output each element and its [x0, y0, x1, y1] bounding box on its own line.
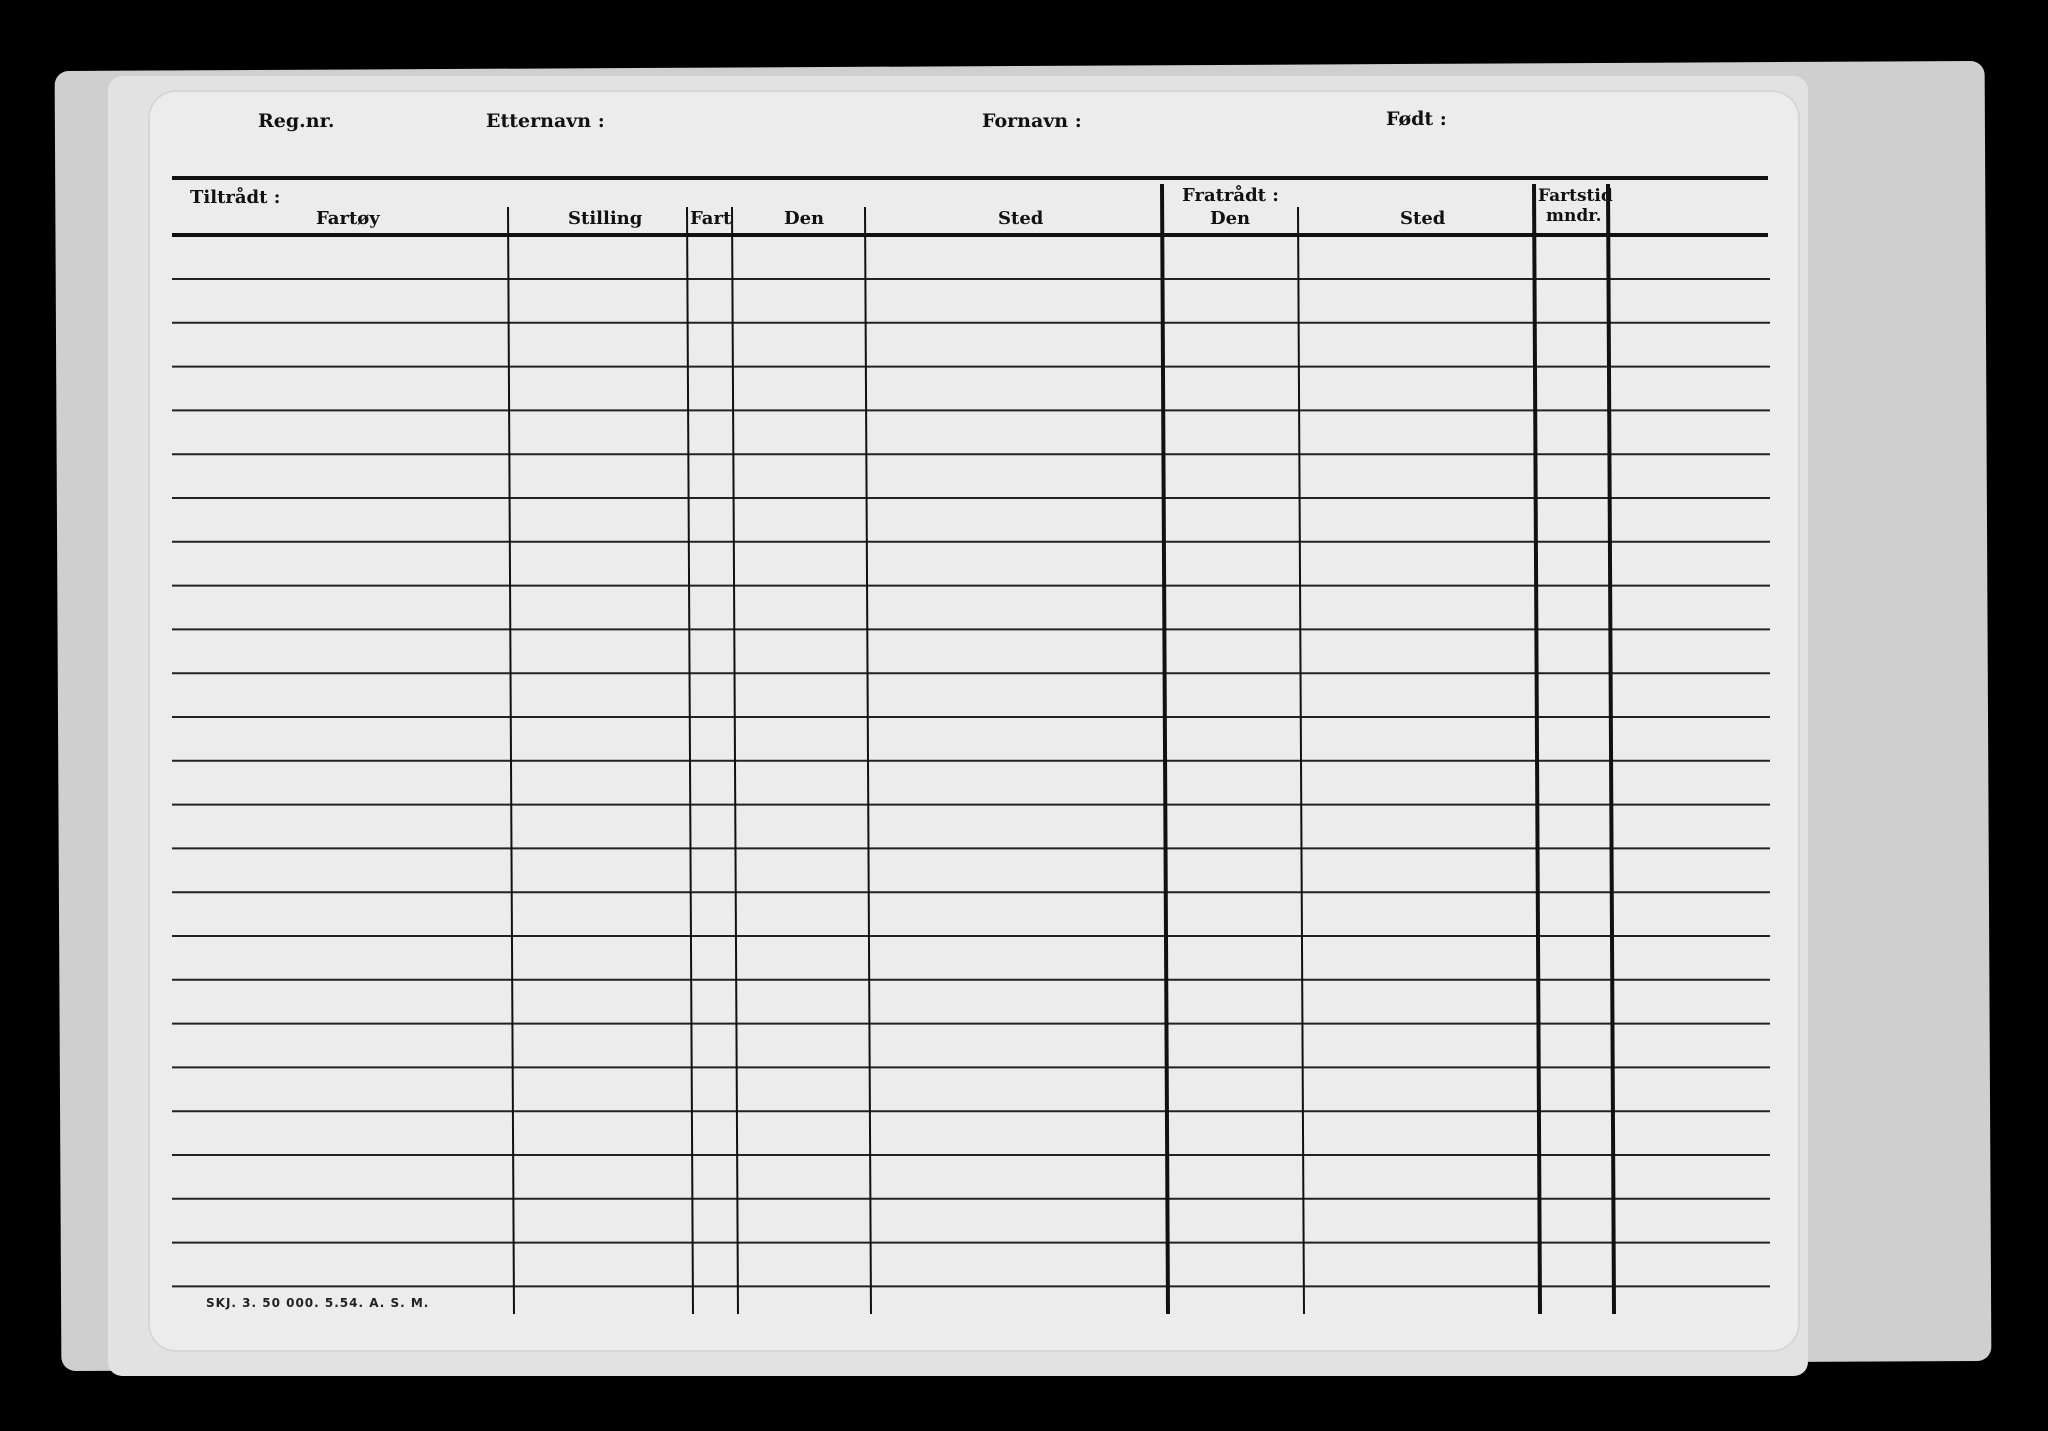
table-column-line [1608, 184, 1614, 1314]
col-header-den-2: Den [1210, 208, 1251, 229]
form-footer: SKJ. 3. 50 000. 5.54. A. S. M. [206, 1296, 430, 1310]
table-column-line [1534, 184, 1540, 1314]
col-header-den-1: Den [784, 208, 825, 229]
col-header-fartstid: Fartstid [1538, 186, 1613, 206]
col-header-fart: Fart [690, 208, 732, 229]
table-ruling [150, 92, 1798, 1350]
col-header-stilling: Stilling [568, 208, 643, 229]
fratradt-label: Fratrådt : [1182, 185, 1279, 206]
col-header-fartoy: Fartøy [316, 208, 380, 229]
reg-nr-label: Reg.nr. [258, 110, 335, 132]
registration-card [150, 92, 1798, 1350]
col-header-mndr: mndr. [1546, 206, 1602, 226]
fornavn-label: Fornavn : [982, 110, 1082, 132]
row-lines [172, 279, 1770, 1286]
tiltradt-label: Tiltrådt : [190, 187, 281, 208]
etternavn-label: Etternavn : [486, 110, 605, 132]
table-column-line [1162, 184, 1168, 1314]
col-header-sted-1: Sted [998, 208, 1044, 229]
fodt-label: Født : [1386, 108, 1447, 130]
column-lines [508, 184, 1614, 1314]
col-header-sted-2: Sted [1400, 208, 1446, 229]
